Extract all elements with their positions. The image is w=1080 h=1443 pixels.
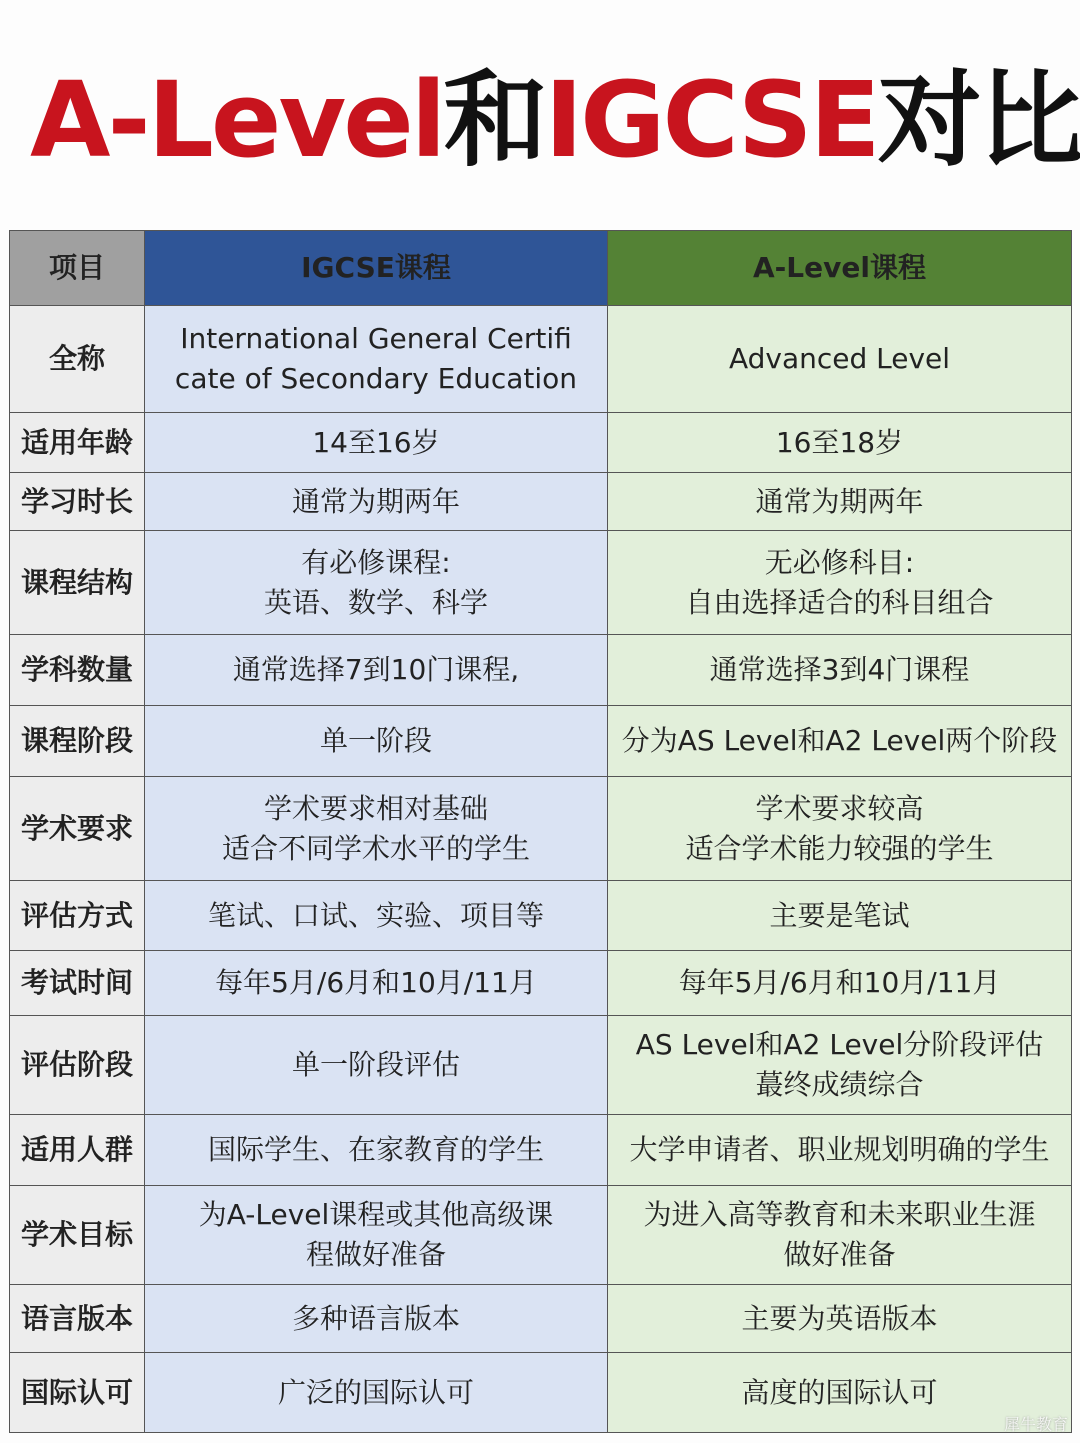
igcse-cell-line: 14至16岁 — [312, 425, 440, 459]
igcse-cell — [145, 473, 608, 531]
alevel-cell-line: 通常选择3到4门课程 — [709, 653, 970, 686]
igcse-cell-line: 国际学生、在家教育的学生 — [207, 1133, 544, 1166]
row-label: 考试时间 — [10, 951, 145, 1016]
igcse-cell — [145, 531, 608, 635]
watermark-logo: 犀牛教育 — [1003, 1415, 1068, 1434]
alevel-cell-line: 16至18岁 — [775, 425, 904, 459]
alevel-cell — [608, 1285, 1072, 1353]
igcse-cell-line: 为A-Level课程或其他高级课 — [198, 1198, 554, 1231]
table-row — [10, 473, 1072, 531]
row-label: 评估方式 — [10, 881, 145, 951]
row-label: 课程结构 — [10, 531, 145, 635]
igcse-cell — [145, 777, 608, 881]
alevel-cell-line: 无必修科目: — [764, 545, 915, 579]
igcse-cell — [145, 881, 608, 951]
comparison-table — [9, 230, 1072, 1433]
igcse-cell — [145, 1186, 608, 1285]
igcse-cell — [145, 306, 608, 413]
alevel-cell — [608, 635, 1072, 706]
alevel-cell-line: 主要是笔试 — [769, 898, 910, 932]
header-igcse: IGCSE课程 — [145, 231, 608, 306]
alevel-cell-line: 大学申请者、职业规划明确的学生 — [629, 1133, 1050, 1166]
title-part-igcse: IGCSE — [544, 59, 878, 181]
igcse-cell — [145, 1353, 608, 1433]
igcse-cell-line: 每年5月/6月和10月/11月 — [215, 966, 537, 999]
alevel-cell-line: 自由选择适合的科目组合 — [685, 585, 994, 619]
alevel-cell — [608, 777, 1072, 881]
alevel-cell — [608, 1016, 1072, 1115]
igcse-cell-line: 程做好准备 — [305, 1238, 446, 1271]
igcse-cell-line: 适合不同学术水平的学生 — [221, 831, 530, 865]
header-alevel: A-Level课程 — [608, 231, 1072, 306]
alevel-cell — [608, 951, 1072, 1016]
alevel-cell-line: AS Level和A2 Level分阶段评估 — [635, 1028, 1044, 1061]
row-label: 全称 — [10, 306, 145, 413]
table-row — [10, 306, 1072, 413]
page-title — [30, 40, 1080, 200]
alevel-cell-line: 主要为英语版本 — [741, 1301, 938, 1335]
row-label: 语言版本 — [10, 1285, 145, 1353]
igcse-cell-line: 学术要求相对基础 — [263, 791, 488, 825]
table-row — [10, 1186, 1072, 1285]
row-label: 国际认可 — [10, 1353, 145, 1433]
igcse-cell-line: 多种语言版本 — [291, 1301, 460, 1335]
table-row — [10, 531, 1072, 635]
igcse-cell-line: 有必修课程: — [301, 545, 451, 579]
table-row — [10, 1115, 1072, 1186]
alevel-cell-line: 分为AS Level和A2 Level两个阶段 — [621, 724, 1058, 757]
alevel-cell-line: 适合学术能力较强的学生 — [685, 831, 994, 865]
table-row — [10, 635, 1072, 706]
alevel-cell — [608, 706, 1072, 777]
alevel-cell-line: 蕞终成绩综合 — [755, 1068, 924, 1101]
alevel-cell-line: 高度的国际认可 — [741, 1375, 938, 1409]
igcse-cell — [145, 1016, 608, 1115]
igcse-cell — [145, 635, 608, 706]
table-row — [10, 413, 1072, 473]
igcse-cell-line: cate of Secondary Education — [174, 362, 578, 395]
row-label: 学术要求 — [10, 777, 145, 881]
table-row — [10, 1016, 1072, 1115]
igcse-cell-line: 通常选择7到10门课程, — [232, 653, 520, 686]
igcse-cell-line: 英语、数学、科学 — [263, 585, 488, 619]
title-part-compare: 对比 — [877, 59, 1080, 181]
header-item: 项目 — [10, 231, 145, 306]
alevel-cell-line: 通常为期两年 — [755, 484, 924, 518]
alevel-cell-line: 做好准备 — [783, 1238, 896, 1271]
row-label: 适用年龄 — [10, 413, 145, 473]
alevel-cell — [608, 1115, 1072, 1186]
table-row — [10, 777, 1072, 881]
row-label: 学术目标 — [10, 1186, 145, 1285]
igcse-cell-line: 单一阶段评估 — [291, 1048, 460, 1081]
alevel-cell-line: 每年5月/6月和10月/11月 — [678, 966, 1001, 999]
alevel-cell-line: Advanced Level — [728, 342, 951, 375]
table-row — [10, 951, 1072, 1016]
title-part-and: 和 — [443, 59, 545, 181]
igcse-cell — [145, 1285, 608, 1353]
igcse-cell — [145, 706, 608, 777]
alevel-cell — [608, 413, 1072, 473]
title-part-alevel: A-Level — [30, 59, 444, 181]
table-row — [10, 1285, 1072, 1353]
igcse-cell-line: 广泛的国际认可 — [277, 1375, 474, 1409]
alevel-cell — [608, 473, 1072, 531]
igcse-cell — [145, 951, 608, 1016]
table-header-row — [10, 231, 1072, 306]
table-row — [10, 706, 1072, 777]
igcse-cell-line: 单一阶段 — [319, 724, 432, 757]
table-row — [10, 881, 1072, 951]
row-label: 学科数量 — [10, 635, 145, 706]
alevel-cell — [608, 306, 1072, 413]
alevel-cell-line: 学术要求较高 — [755, 791, 924, 825]
table-row — [10, 1353, 1072, 1433]
row-label: 评估阶段 — [10, 1016, 145, 1115]
igcse-cell — [145, 1115, 608, 1186]
igcse-cell-line: International General Certifi — [180, 322, 572, 355]
alevel-cell — [608, 1186, 1072, 1285]
row-label: 课程阶段 — [10, 706, 145, 777]
igcse-cell — [145, 413, 608, 473]
alevel-cell — [608, 1353, 1072, 1433]
igcse-cell-line: 笔试、口试、实验、项目等 — [207, 898, 544, 932]
row-label: 适用人群 — [10, 1115, 145, 1186]
alevel-cell-line: 为进入高等教育和未来职业生涯 — [643, 1198, 1036, 1231]
alevel-cell — [608, 881, 1072, 951]
row-label: 学习时长 — [10, 473, 145, 531]
alevel-cell — [608, 531, 1072, 635]
igcse-cell-line: 通常为期两年 — [291, 484, 460, 518]
table-body — [10, 306, 1072, 1433]
